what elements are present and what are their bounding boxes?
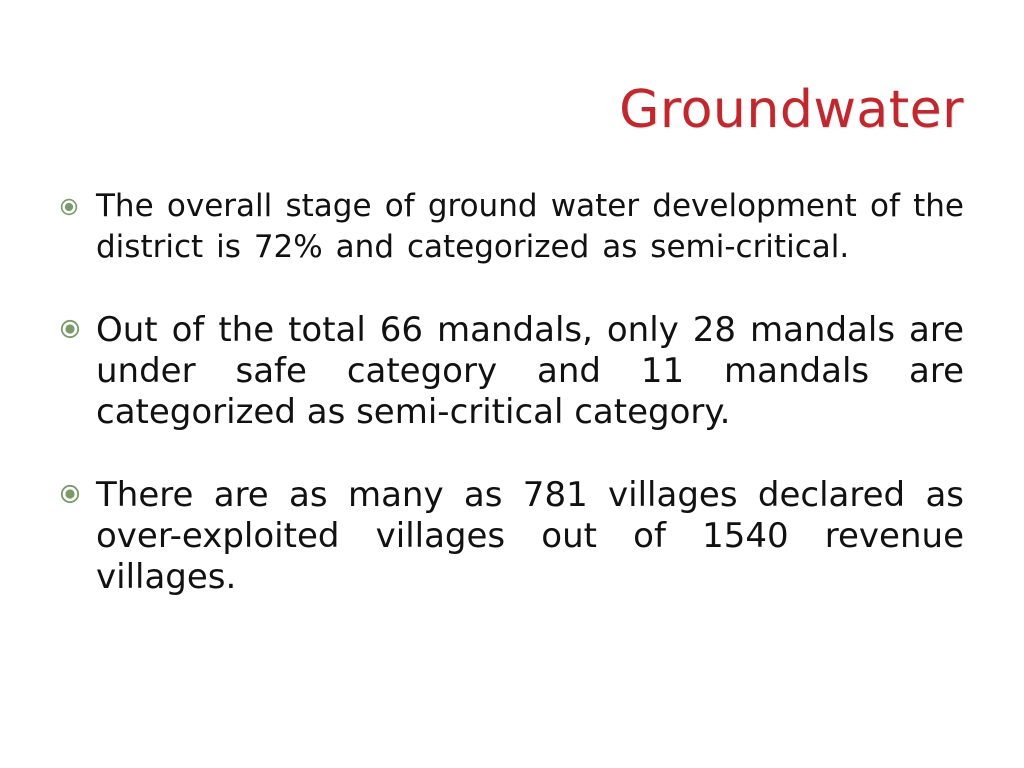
bullet-text: Out of the total 66 mandals, only 28 mandals are under safe category and 11 mandals are categorized as semi-critical category. [96, 310, 964, 432]
bullet-item [60, 186, 964, 268]
radio-target-icon [60, 484, 80, 504]
radio-target-icon [60, 198, 78, 216]
bullet-item [60, 310, 964, 433]
bullet-text: There are as many as 781 villages declared as over-exploited villages out of 1540 revenue villages. [96, 475, 964, 597]
bullet-list [60, 186, 964, 640]
slide-title: Groundwater [619, 80, 964, 140]
bullet-item [60, 475, 964, 598]
radio-target-icon [60, 319, 80, 339]
bullet-text: The overall stage of ground water development of the district is 72% and categorized as semi-critical. [96, 188, 964, 265]
